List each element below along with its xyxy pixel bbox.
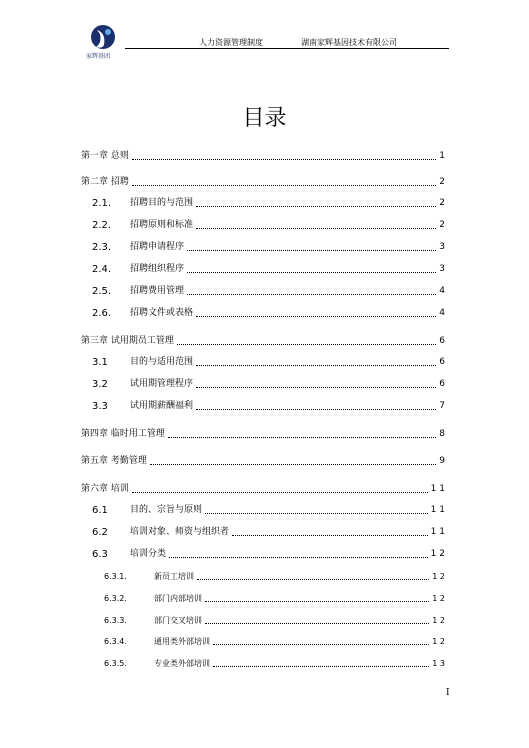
toc-entry-page: 1 2: [432, 594, 445, 603]
toc-entry-page: 1 2: [432, 572, 445, 581]
toc-entry-page: 8: [439, 429, 445, 439]
toc-entry-text: 培训分类: [130, 549, 167, 559]
leader-dots: [196, 315, 436, 317]
toc-entry-page: 3: [439, 242, 445, 252]
toc-entry-number: 6.3.2.: [104, 594, 127, 603]
toc-entry-text: 招聘组织程序: [130, 264, 185, 274]
leader-dots: [196, 205, 436, 207]
toc-entry[interactable]: [92, 357, 445, 368]
toc-entry[interactable]: [81, 177, 445, 188]
toc-entry-number: 6.3: [92, 549, 108, 560]
leader-dots: [205, 600, 429, 602]
toc-entry[interactable]: [104, 615, 445, 626]
toc-entry-text: 目的与适用范围: [130, 357, 194, 367]
toc-entry-text: 试用期薪酬福利: [130, 401, 194, 411]
leader-dots: [187, 249, 436, 251]
toc-entry-number: 2.2.: [92, 220, 112, 231]
toc-entry[interactable]: [92, 549, 445, 560]
leader-dots: [168, 436, 436, 438]
logo-text: 家辉基团: [86, 53, 111, 60]
toc-entry[interactable]: [92, 401, 445, 412]
toc-entry-number: 2.6.: [92, 308, 112, 319]
toc-entry-text: 招聘申请程序: [130, 242, 185, 252]
leader-dots: [196, 364, 436, 366]
toc-entry-text: 第二章 招聘: [81, 177, 129, 187]
toc-entry-number: 3.3: [92, 401, 108, 412]
toc-entry-text: 招聘目的与范围: [130, 198, 194, 208]
toc-entry-number: 6.3.5.: [104, 659, 127, 668]
leader-dots: [196, 386, 436, 388]
toc-entry[interactable]: [92, 264, 445, 275]
toc-entry-page: 1 1: [430, 484, 445, 494]
leader-dots: [213, 665, 429, 667]
toc-entry-page: 2: [439, 177, 445, 187]
toc-entry-text: 通用类外部培训: [154, 637, 210, 646]
toc-entry-number: 6.3.4.: [104, 637, 127, 646]
toc-entry-number: 6.3.3.: [104, 616, 127, 625]
toc-entry[interactable]: [104, 658, 445, 669]
toc-entry-page: 3: [439, 264, 445, 274]
toc-entry-text: 第四章 临时用工管理: [81, 429, 165, 439]
page-number: I: [446, 688, 450, 698]
leader-dots: [187, 271, 436, 273]
toc-entry[interactable]: [92, 220, 445, 231]
leader-dots: [197, 578, 429, 580]
toc-entry[interactable]: [81, 429, 445, 440]
header-rule: [125, 48, 449, 49]
toc-entry-number: 3.1: [92, 357, 108, 368]
toc-entry-text: 目的、宗旨与原则: [130, 505, 203, 515]
toc-entry[interactable]: [104, 636, 445, 647]
leader-dots: [177, 343, 436, 345]
leader-dots: [132, 184, 436, 186]
leader-dots: [196, 408, 436, 410]
toc-entry-text: 部门内部培训: [154, 594, 202, 603]
toc-entry-text: 试用期管理程序: [130, 379, 194, 389]
leader-dots: [232, 534, 428, 536]
toc-entry[interactable]: [92, 379, 445, 390]
toc-entry-text: 招聘费用管理: [130, 286, 185, 296]
toc-entry-text: 第五章 考勤管理: [81, 456, 147, 466]
toc-entry-text: 部门交叉培训: [154, 616, 202, 625]
leader-dots: [150, 463, 436, 465]
toc-entry-text: 专业类外部培训: [154, 659, 210, 668]
toc-entry-page: 1 1: [430, 527, 445, 537]
toc-entry[interactable]: [92, 242, 445, 253]
toc-entry-page: 4: [439, 308, 445, 318]
toc-entry[interactable]: [92, 505, 445, 516]
toc-entry[interactable]: [81, 336, 445, 347]
toc-entry-page: 7: [439, 401, 445, 411]
leader-dots: [205, 512, 428, 514]
toc-entry-page: 6: [439, 357, 445, 367]
toc-entry-text: 培训对象、师资与组织者: [130, 527, 230, 537]
leader-dots: [187, 293, 436, 295]
toc-entry[interactable]: [81, 456, 445, 467]
toc-entry-page: 1 2: [432, 637, 445, 646]
toc-entry-page: 1 1: [430, 505, 445, 515]
toc-entry-number: 6.3.1.: [104, 572, 127, 581]
header-document-title: 人力资源管理制度: [199, 38, 263, 47]
toc-entry[interactable]: [92, 527, 445, 538]
toc-entry[interactable]: [92, 286, 445, 297]
toc-entry-number: 3.2: [92, 379, 108, 390]
toc-entry-page: 2: [439, 198, 445, 208]
toc-entry-page: 1 3: [432, 659, 445, 668]
leader-dots: [132, 491, 428, 493]
toc-entry[interactable]: [104, 593, 445, 604]
toc-entry-number: 2.5.: [92, 286, 112, 297]
toc-entry-page: 1: [439, 151, 445, 161]
toc-entry[interactable]: [92, 308, 445, 319]
toc-entry-text: 招聘文件或表格: [130, 308, 194, 318]
toc-entry-text: 招聘原则和标准: [130, 220, 194, 230]
toc-entry-text: 第六章 培训: [81, 484, 129, 494]
toc-entry-page: 6: [439, 336, 445, 346]
page-header: [0, 0, 529, 60]
header-company-name: 湖南家辉基因技术有限公司: [301, 38, 397, 47]
toc-entry[interactable]: [92, 198, 445, 209]
toc-title: 目录: [242, 106, 287, 131]
leader-dots: [132, 158, 436, 160]
leader-dots: [196, 227, 436, 229]
toc-entry-page: 4: [439, 286, 445, 296]
toc-entry-number: 6.2: [92, 527, 108, 538]
toc-entry-number: 2.1.: [92, 198, 112, 209]
toc-entry-page: 1 2: [430, 549, 445, 559]
toc-entry[interactable]: [81, 484, 445, 495]
toc-entry-text: 第三章 试用期员工管理: [81, 336, 174, 346]
toc-entry-page: 2: [439, 220, 445, 230]
leader-dots: [213, 643, 429, 645]
toc-entry[interactable]: [81, 151, 445, 162]
leader-dots: [205, 622, 429, 624]
toc-entry-page: 1 2: [432, 616, 445, 625]
toc-entry-number: 2.3.: [92, 242, 112, 253]
leader-dots: [169, 556, 428, 558]
toc-entry-number: 2.4.: [92, 264, 112, 275]
toc-entry-number: 6.1: [92, 505, 108, 516]
toc-entry-text: 第一章 总则: [81, 151, 129, 161]
toc-entry-page: 6: [439, 379, 445, 389]
toc-entry-text: 新员工培训: [154, 572, 194, 581]
toc-entry-page: 9: [439, 456, 445, 466]
toc-entry[interactable]: [104, 571, 445, 582]
